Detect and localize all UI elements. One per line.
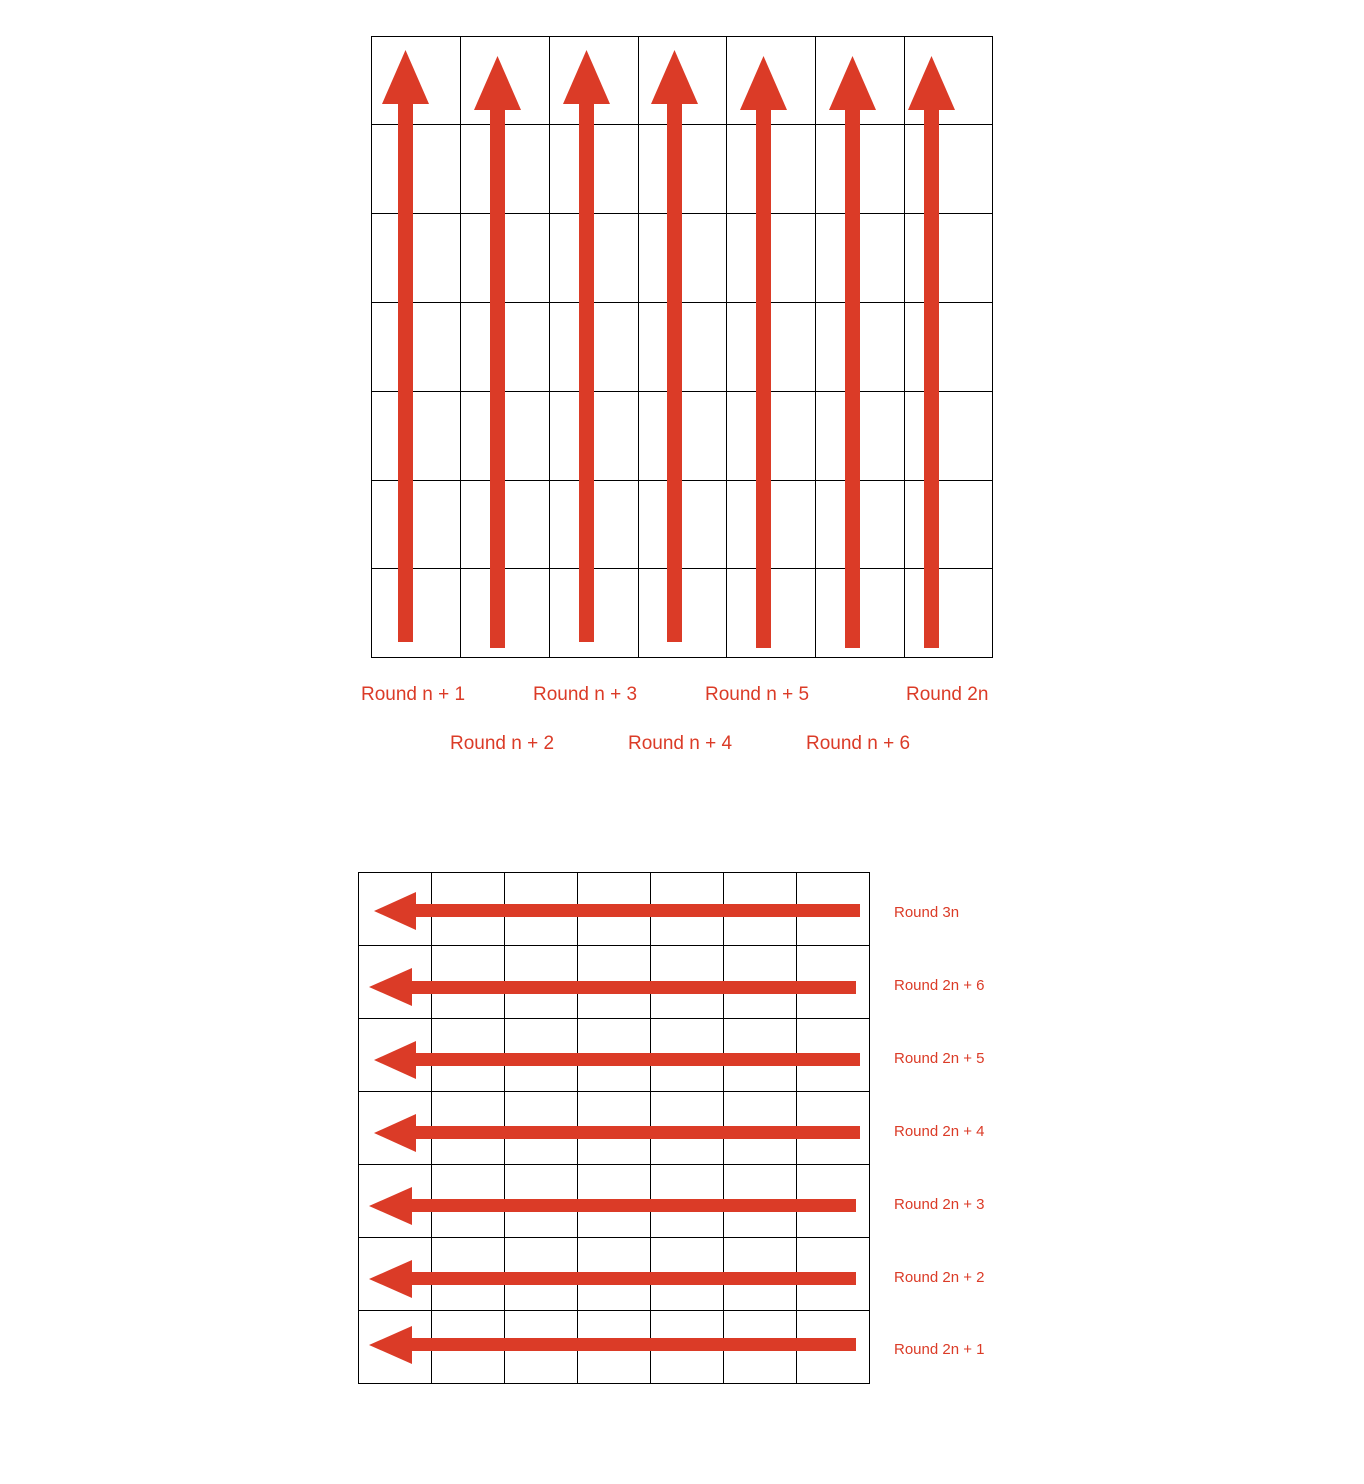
label-round-2n-plus-4: Round 2n + 4 xyxy=(894,1123,985,1140)
label-round-3n: Round 3n xyxy=(894,904,960,921)
top-labels xyxy=(361,684,988,754)
label-round-2n: Round 2n xyxy=(906,684,989,705)
left-arrows xyxy=(369,892,860,1364)
label-round-2n-plus-5: Round 2n + 5 xyxy=(894,1050,985,1067)
left-arrow xyxy=(369,968,856,1006)
up-arrow xyxy=(829,56,876,648)
label-round-2n-plus-1: Round 2n + 1 xyxy=(894,1341,985,1358)
up-arrow xyxy=(563,50,610,642)
left-arrow xyxy=(369,1326,856,1364)
top-arrows xyxy=(382,50,955,648)
up-arrow xyxy=(651,50,698,642)
left-arrow xyxy=(374,892,860,930)
top-grid xyxy=(361,36,993,754)
label-round-n-plus-4: Round n + 4 xyxy=(628,733,733,754)
label-round-n-plus-5: Round n + 5 xyxy=(705,684,810,705)
label-round-n-plus-3: Round n + 3 xyxy=(533,684,638,705)
label-round-2n-plus-2: Round 2n + 2 xyxy=(894,1269,985,1286)
up-arrow xyxy=(908,56,955,648)
up-arrow xyxy=(740,56,787,648)
label-round-n-plus-6: Round n + 6 xyxy=(806,733,911,754)
label-round-2n-plus-3: Round 2n + 3 xyxy=(894,1196,985,1213)
left-arrow xyxy=(374,1114,860,1152)
left-arrow xyxy=(374,1041,860,1079)
bottom-labels xyxy=(894,904,985,1358)
up-arrow xyxy=(382,50,429,642)
left-arrow xyxy=(369,1260,856,1298)
left-arrow xyxy=(369,1187,856,1225)
label-round-n-plus-2: Round n + 2 xyxy=(450,733,555,754)
label-round-2n-plus-6: Round 2n + 6 xyxy=(894,977,985,994)
bottom-grid xyxy=(358,872,985,1384)
up-arrow xyxy=(474,56,521,648)
label-round-n-plus-1: Round n + 1 xyxy=(361,684,466,705)
